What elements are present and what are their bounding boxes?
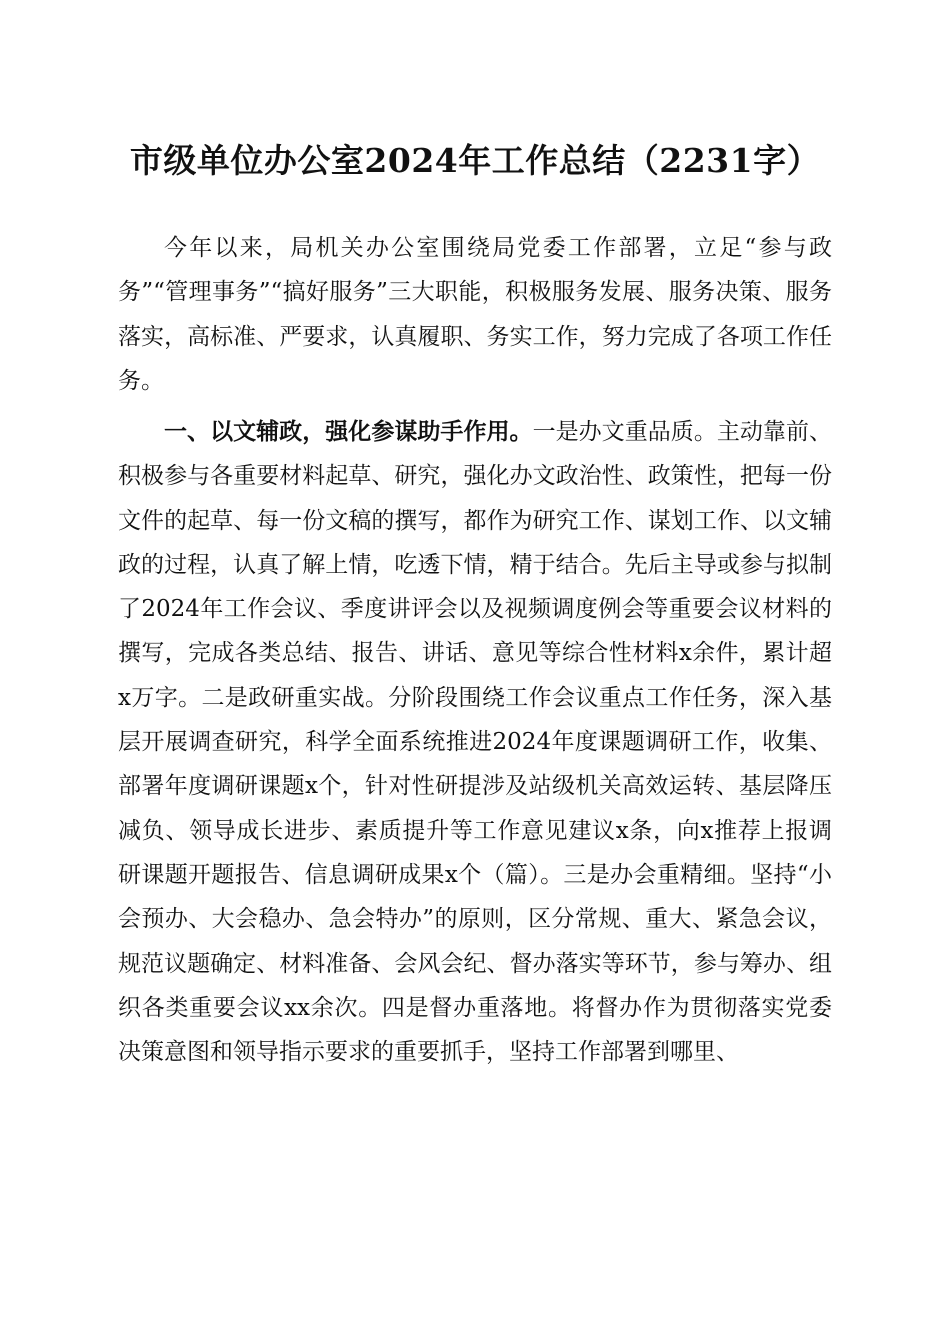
intro-paragraph	[118, 226, 832, 403]
intro-paragraph-text: 今年以来，局机关办公室围绕局党委工作部署，立足“参与政务”“管理事务”“搞好服务”三大职能，积极服务发展、服务决策、服务落实，高标准、严要求，认真履职、务实工作，努力完成了各项工作任务。	[118, 235, 832, 394]
section-one-paragraph	[118, 410, 832, 1074]
section-one-text: 一是办文重品质。主动靠前、积极参与各重要材料起草、研究，强化办文政治性、政策性，把每一份文件的起草、每一份文稿的撰写，都作为研究工作、谋划工作、以文辅政的过程，认真了解上情，吃透下情，精于结合。先后主导或参与拟制了2024年工作会议、季度讲评会以及视频调度例会等重要会议材料的撰写，完成各类总结、报告、讲话、意见等综合性材料x余件，累计超x万字。二是政研重实战。分阶段围绕工作会议重点工作任务，深入基层开展调查研究，科学全面系统推进2024年度课题调研工作，收集、部署年度调研课题x个，针对性研提涉及站级机关高效运转、基层降压减负、领导成长进步、素质提升等工作意见建议x条，向x推荐上报调研课题开题报告、信息调研成果x个（篇）。三是办会重精细。坚持“小会预办、大会稳办、急会特办”的原则，区分常规、重大、紧急会议，规范议题确定、材料准备、会风会纪、督办落实等环节，参与筹办、组织各类重要会议xx余次。四是督办重落地。将督办作为贯彻落实党委决策意图和领导指示要求的重要抓手，坚持工作部署到哪里、	[118, 419, 833, 1066]
document-title: 市级单位办公室2024年工作总结（2231字）	[129, 141, 821, 180]
section-one-heading: 一、以文辅政，强化参谋助手作用。	[164, 418, 533, 445]
